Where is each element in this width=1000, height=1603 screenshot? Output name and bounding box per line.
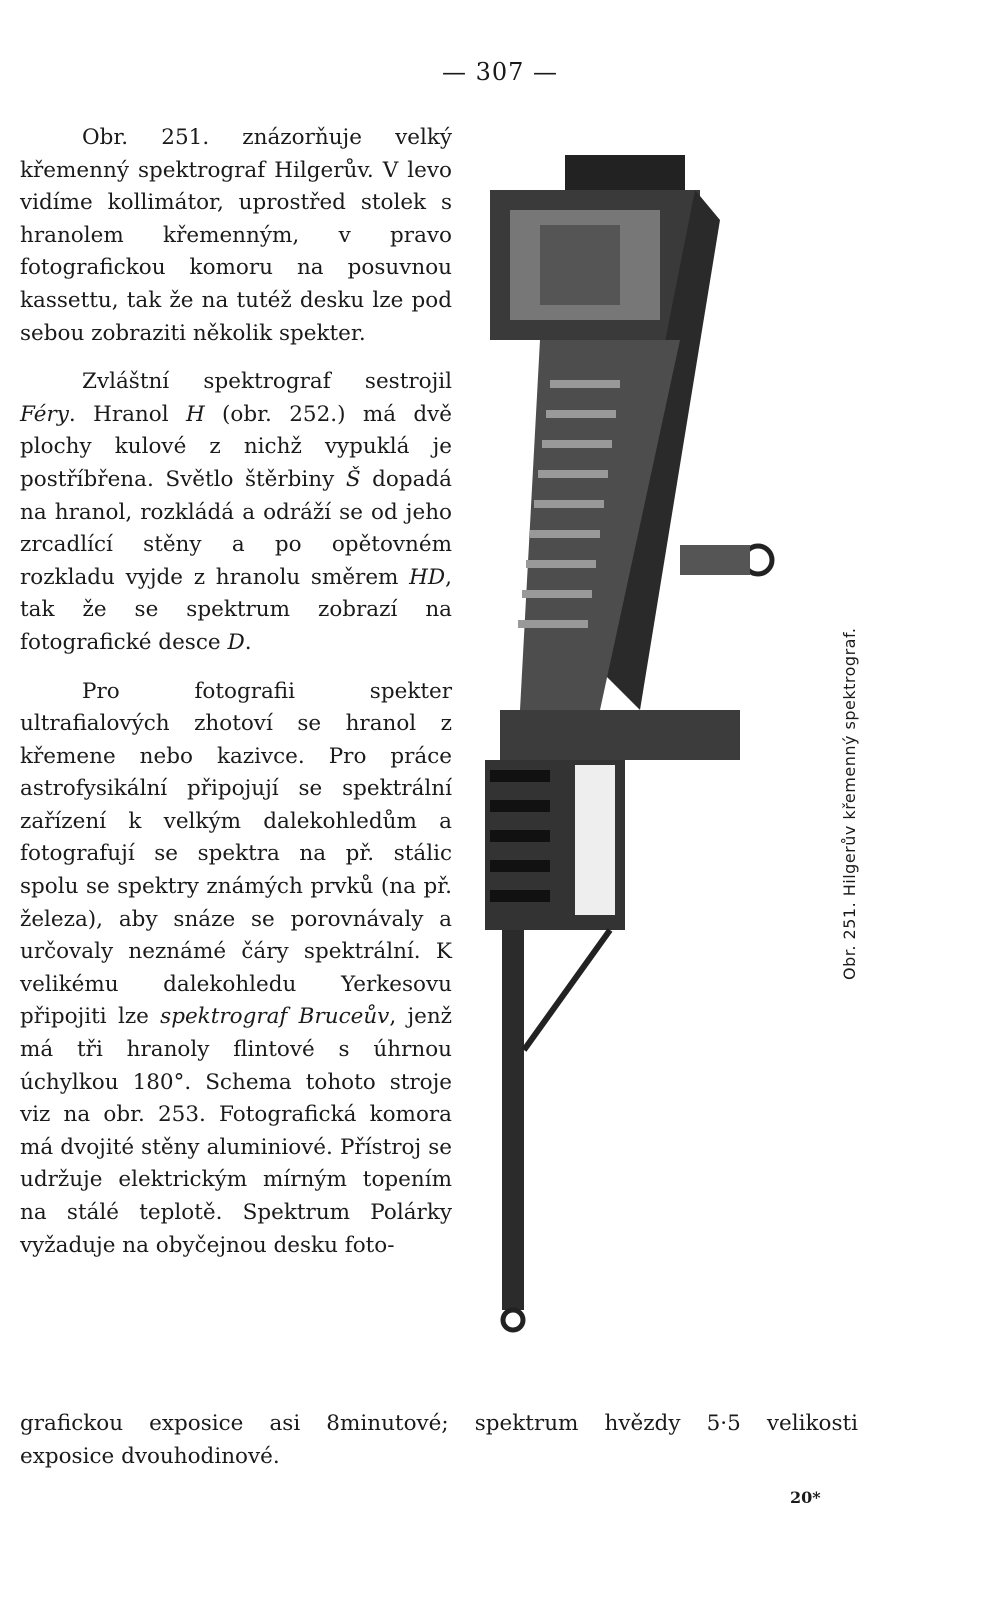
page-number: — 307 —: [441, 58, 559, 86]
paragraph-3-last-line: exposice dvouhodinové.: [20, 1444, 280, 1469]
slit-knob: [503, 1310, 523, 1330]
paragraph-2: Zvláštní spektrograf sestrojil Féry. Hranol H (obr. 252.) má dvě plochy kulové z nichž vypuklá je postříbřena. Světlo štěrbiny Š dopadá na hranol, rozkládá a odráží se od jeho zrcadlící stěny a po opětovném rozkladu vyjde z hranolu směrem HD, tak že se spektrum zobrazí na fotografické desce D.: [20, 369, 453, 655]
figure-caption: Obr. 251. Hilgerův křemenný spektrograf.: [840, 627, 859, 980]
paragraph-3-full-width-line: grafickou exposice asi 8minutové; spektrum hvězdy 5·5 velikosti: [20, 1411, 858, 1436]
body-text-column: [20, 122, 452, 1262]
collimator-tube: [502, 930, 524, 1310]
prism-table: [500, 710, 740, 760]
paragraph-1: Obr. 251. znázorňuje velký křemenný spektrograf Hilgerův. V levo vidíme kollimátor, uprostřed stolek s hranolem křemenným, v pravo fotografickou komoru na posuvnou kassettu, tak že na tutéž desku lze pod sebou zobraziti několik spekter.: [20, 125, 452, 346]
paragraph-3: Pro fotografii spekter ultrafialových zhotoví se hranol z křemene nebo kazivce. Pro práce astrofysikální připojují se spektrální zařízení k velkým dalekohledům a fotografují se spektra na př. stálic spolu se spektry známých prvků (na př. železa), aby snáze se porovnávaly a určovaly neznámé čáry spektrální. K velikému dalekohledu Yerkesovu připojiti lze spektrograf Bruceův, jenž má tři hranoly flintové s úhrnou úchylkou 180°. Schema tohoto stroje viz na obr. 253. Fotografická komora má dvojité stěny aluminiové. Přístroj se udržuje elektrickým mírným topením na stálé teplotě. Spektrum Polárky vyžaduje na obyčejnou desku foto-: [20, 678, 453, 1258]
spectrograph-illustration: [480, 150, 780, 1350]
signature-mark: 20*: [790, 1488, 821, 1507]
